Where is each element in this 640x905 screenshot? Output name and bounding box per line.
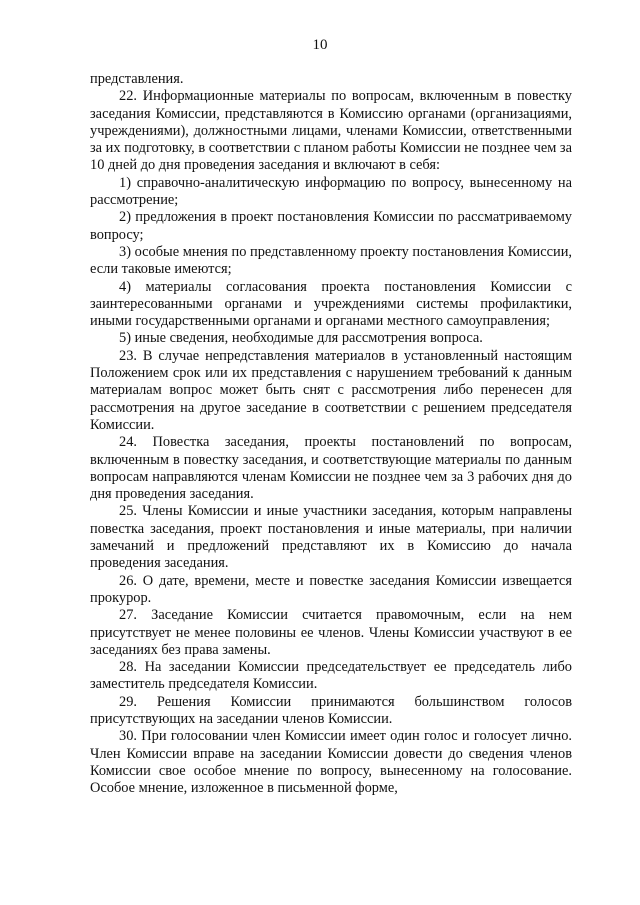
paragraph-24: 24. Повестка заседания, проекты постановлений по вопросам, включенным в повестку заседания, и соответствующие материалы по данным вопросам направляются членам Комиссии не позднее чем за 3 рабочих дня до дня проведения заседания. [90,434,572,503]
list-item-1: 1) справочно-аналитическую информацию по вопросу, вынесенному на рассмотрение; [90,174,572,209]
paragraph-26: 26. О дате, времени, месте и повестке заседания Комиссии извещается прокурор. [90,572,572,606]
paragraph-continuation: представления. [90,71,184,87]
paragraph-25: 25. Члены Комиссии и иные участники заседания, которым направлены повестка заседания, проект постановления и иные материалы, при наличии замечаний и предложений представляют их в Комиссию до начала проведения заседания. [90,503,572,572]
paragraph-27: 27. Заседание Комиссии считается правомочным, если на нем присутствует не менее половины ее членов. Члены Комиссии участвуют в ее заседаниях без права замены. [90,607,572,658]
list-item-2: 2) предложения в проект постановления Комиссии по рассматриваемому вопросу; [90,209,572,243]
list-item-4: 4) материалы согласования проекта постановления Комиссии с заинтересованными органами и учреждениями системы профилактики, иными государственными органами и органами местного самоуправления; [90,278,572,330]
list-item-3: 3) особые мнения по представленному проекту постановления Комиссии, если таковые имеются; [90,243,572,278]
paragraph-22: 22. Информационные материалы по вопросам, включенным в повестку заседания Комиссии, представляются в Комиссию органами (организациями, учреждениями), должностными лицами, членами Комиссии, ответственными за их подготовку, в соответствии с планом работы Комиссии не позднее чем за 10 дней до дня проведения заседания и включают в себя: [90,88,572,174]
document-body [90,71,572,797]
page-number: 10 [312,37,328,53]
paragraph-29: 29. Решения Комиссии принимаются большинством голосов присутствующих на заседании членов Комиссии. [90,693,572,727]
paragraph-28: 28. На заседании Комиссии председательствует ее председатель либо заместитель председателя Комиссии. [90,659,572,693]
paragraph-23: 23. В случае непредставления материалов в установленный настоящим Положением срок или их представления с нарушением требований к данным материалам вопрос может быть снят с рассмотрения либо перенесен для рассмотрения на другое заседание в соответствии с решением председателя Комиссии. [90,347,572,433]
list-item-5: 5) иные сведения, необходимые для рассмотрения вопроса. [119,330,483,347]
paragraph-30: 30. При голосовании член Комиссии имеет один голос и голосует лично. Член Комиссии вправе на заседании Комиссии довести до сведения членов Комиссии свое особое мнение по вопросу, вынесенному на голосование. Особое мнение, изложенное в письменной форме, [90,728,572,797]
